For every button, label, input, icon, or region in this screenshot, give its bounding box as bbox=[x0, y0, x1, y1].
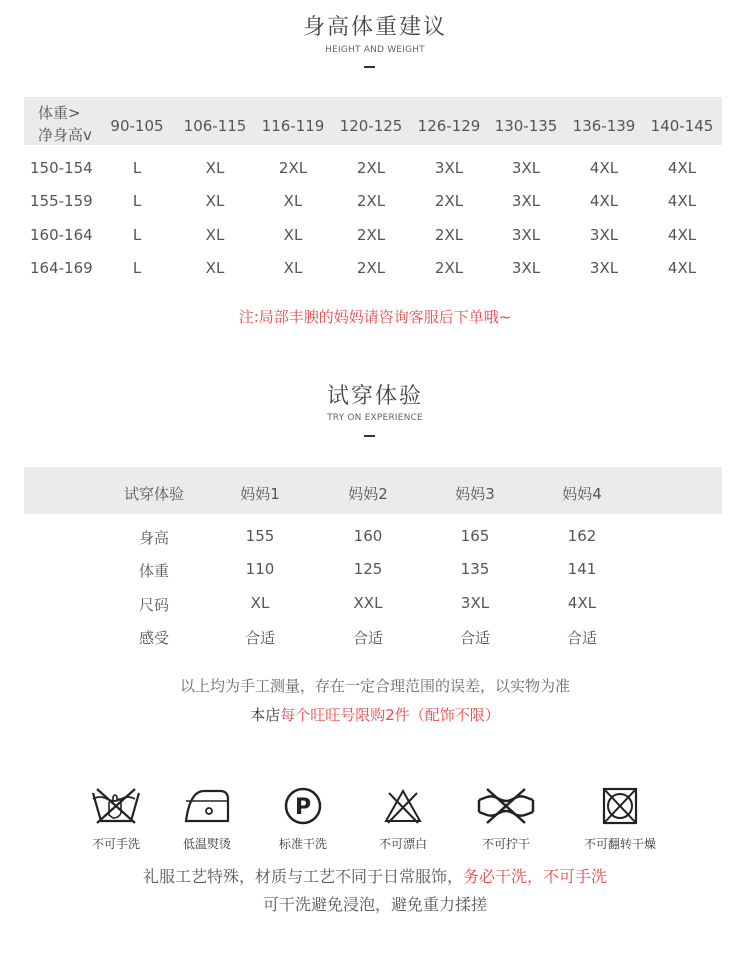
try-cell: 3XL bbox=[460, 594, 490, 612]
size-cell: 4XL bbox=[667, 226, 697, 244]
size-cell: L bbox=[132, 259, 142, 277]
size-cell: 2XL bbox=[434, 259, 464, 277]
size-column-header: 120-125 bbox=[339, 117, 403, 135]
try-cell: 155 bbox=[245, 527, 275, 545]
size-corner-height: 净身高v bbox=[38, 126, 92, 144]
care-item-no-bleach bbox=[353, 785, 453, 852]
care-label: 不可翻转干燥 bbox=[583, 837, 656, 851]
no-hand-wash-icon bbox=[89, 785, 143, 827]
size-cell: 2XL bbox=[356, 159, 386, 177]
try-cell: 165 bbox=[460, 527, 490, 545]
size-cell: 4XL bbox=[667, 259, 697, 277]
try-section-subtitle: TRY ON EXPERIENCE bbox=[327, 413, 423, 423]
purchase-limit-prefix: 本店 bbox=[250, 706, 281, 724]
size-cell: 3XL bbox=[511, 226, 541, 244]
try-column-header: 试穿体验 bbox=[123, 485, 184, 503]
size-column-header: 136-139 bbox=[572, 117, 636, 135]
care-label: 标准干洗 bbox=[278, 837, 327, 851]
dry-clean-p-icon bbox=[276, 785, 330, 827]
care-note-line1 bbox=[0, 864, 750, 887]
size-section-subtitle: HEIGHT AND WEIGHT bbox=[325, 45, 425, 55]
measure-note: 以上均为手工测量，存在一定合理范围的误差，以实物为准 bbox=[179, 677, 570, 695]
size-cell: 3XL bbox=[511, 259, 541, 277]
size-column-header: 130-135 bbox=[494, 117, 558, 135]
no-bleach-icon bbox=[376, 785, 430, 827]
try-cell: 162 bbox=[567, 527, 597, 545]
size-row-label: 150-154 bbox=[30, 159, 93, 177]
care-item-no-wring bbox=[456, 785, 556, 852]
care-item-dry-clean bbox=[253, 785, 353, 852]
care-note-highlight: 务必干洗，不可手洗 bbox=[463, 867, 608, 886]
try-row-label: 感受 bbox=[138, 629, 169, 647]
size-cell: XL bbox=[283, 259, 303, 277]
try-column-header: 妈妈2 bbox=[348, 485, 388, 503]
size-cell: 3XL bbox=[589, 226, 619, 244]
try-cell: 160 bbox=[353, 527, 383, 545]
size-cell: 3XL bbox=[589, 259, 619, 277]
try-cell: XL bbox=[250, 594, 270, 612]
try-cell: 合适 bbox=[352, 629, 383, 647]
size-cell: 4XL bbox=[589, 192, 619, 210]
purchase-limit-note bbox=[0, 704, 750, 725]
care-item-no-hand-wash bbox=[66, 785, 166, 852]
size-cell: 4XL bbox=[589, 159, 619, 177]
care-note-normal: 礼服工艺特殊，材质与工艺不同于日常服饰， bbox=[142, 867, 463, 886]
care-item-low-temp-iron bbox=[157, 785, 257, 852]
title-divider bbox=[364, 435, 375, 437]
try-row-label: 尺码 bbox=[138, 596, 169, 614]
size-row-label: 155-159 bbox=[30, 192, 93, 210]
size-cell: L bbox=[132, 226, 142, 244]
svg-text:P: P bbox=[294, 795, 312, 820]
size-cell: 2XL bbox=[356, 192, 386, 210]
try-cell: 141 bbox=[567, 560, 597, 578]
try-column-header: 妈妈3 bbox=[455, 485, 495, 503]
size-cell: 3XL bbox=[511, 159, 541, 177]
size-cell: XL bbox=[205, 226, 225, 244]
size-column-header: 116-119 bbox=[261, 117, 325, 135]
title-divider bbox=[364, 66, 375, 68]
size-column-header: 90-105 bbox=[110, 117, 164, 135]
try-column-header: 妈妈1 bbox=[240, 485, 280, 503]
try-section-title: 试穿体验 bbox=[326, 384, 423, 409]
try-cell: 4XL bbox=[567, 594, 597, 612]
size-section-title: 身高体重建议 bbox=[302, 15, 447, 40]
try-row-label: 体重 bbox=[138, 562, 169, 580]
size-cell: XL bbox=[283, 192, 303, 210]
size-cell: 4XL bbox=[667, 192, 697, 210]
size-corner-weight: 体重> bbox=[38, 104, 81, 122]
size-cell: XL bbox=[205, 192, 225, 210]
care-label: 低温熨烫 bbox=[182, 837, 231, 851]
care-label: 不可拧干 bbox=[481, 837, 530, 851]
no-wring-icon bbox=[477, 785, 535, 827]
size-cell: XL bbox=[205, 159, 225, 177]
care-item-no-tumble-dry bbox=[570, 785, 670, 852]
size-cell: L bbox=[132, 159, 142, 177]
try-cell: 合适 bbox=[566, 629, 597, 647]
size-cell: 3XL bbox=[511, 192, 541, 210]
size-cell: 2XL bbox=[434, 226, 464, 244]
size-note: 注:局部丰腴的妈妈请咨询客服后下单哦~ bbox=[238, 308, 512, 326]
size-cell: 4XL bbox=[667, 159, 697, 177]
size-cell: 2XL bbox=[434, 192, 464, 210]
try-row-label: 身高 bbox=[138, 529, 169, 547]
size-cell: 3XL bbox=[434, 159, 464, 177]
size-cell: L bbox=[132, 192, 142, 210]
try-cell: 合适 bbox=[244, 629, 275, 647]
try-cell: 135 bbox=[460, 560, 490, 578]
try-cell: XXL bbox=[353, 594, 383, 612]
size-cell: XL bbox=[283, 226, 303, 244]
try-column-header: 妈妈4 bbox=[562, 485, 602, 503]
size-cell: 2XL bbox=[356, 226, 386, 244]
care-label: 不可手洗 bbox=[91, 837, 140, 851]
care-note-line2: 可干洗避免浸泡，避免重力揉搓 bbox=[262, 895, 487, 914]
purchase-limit-highlight: 每个旺旺号限购2件（配饰不限） bbox=[280, 706, 500, 724]
no-tumble-dry-icon bbox=[593, 785, 647, 827]
try-cell: 125 bbox=[353, 560, 383, 578]
size-column-header: 106-115 bbox=[183, 117, 247, 135]
size-cell: 2XL bbox=[278, 159, 308, 177]
size-row-label: 164-169 bbox=[30, 259, 93, 277]
care-label: 不可漂白 bbox=[378, 837, 427, 851]
size-column-header: 126-129 bbox=[417, 117, 481, 135]
size-column-header: 140-145 bbox=[650, 117, 714, 135]
try-cell: 110 bbox=[245, 560, 275, 578]
try-cell: 合适 bbox=[459, 629, 490, 647]
size-cell: XL bbox=[205, 259, 225, 277]
size-cell: 2XL bbox=[356, 259, 386, 277]
size-row-label: 160-164 bbox=[30, 226, 93, 244]
low-temp-iron-icon bbox=[180, 785, 234, 827]
